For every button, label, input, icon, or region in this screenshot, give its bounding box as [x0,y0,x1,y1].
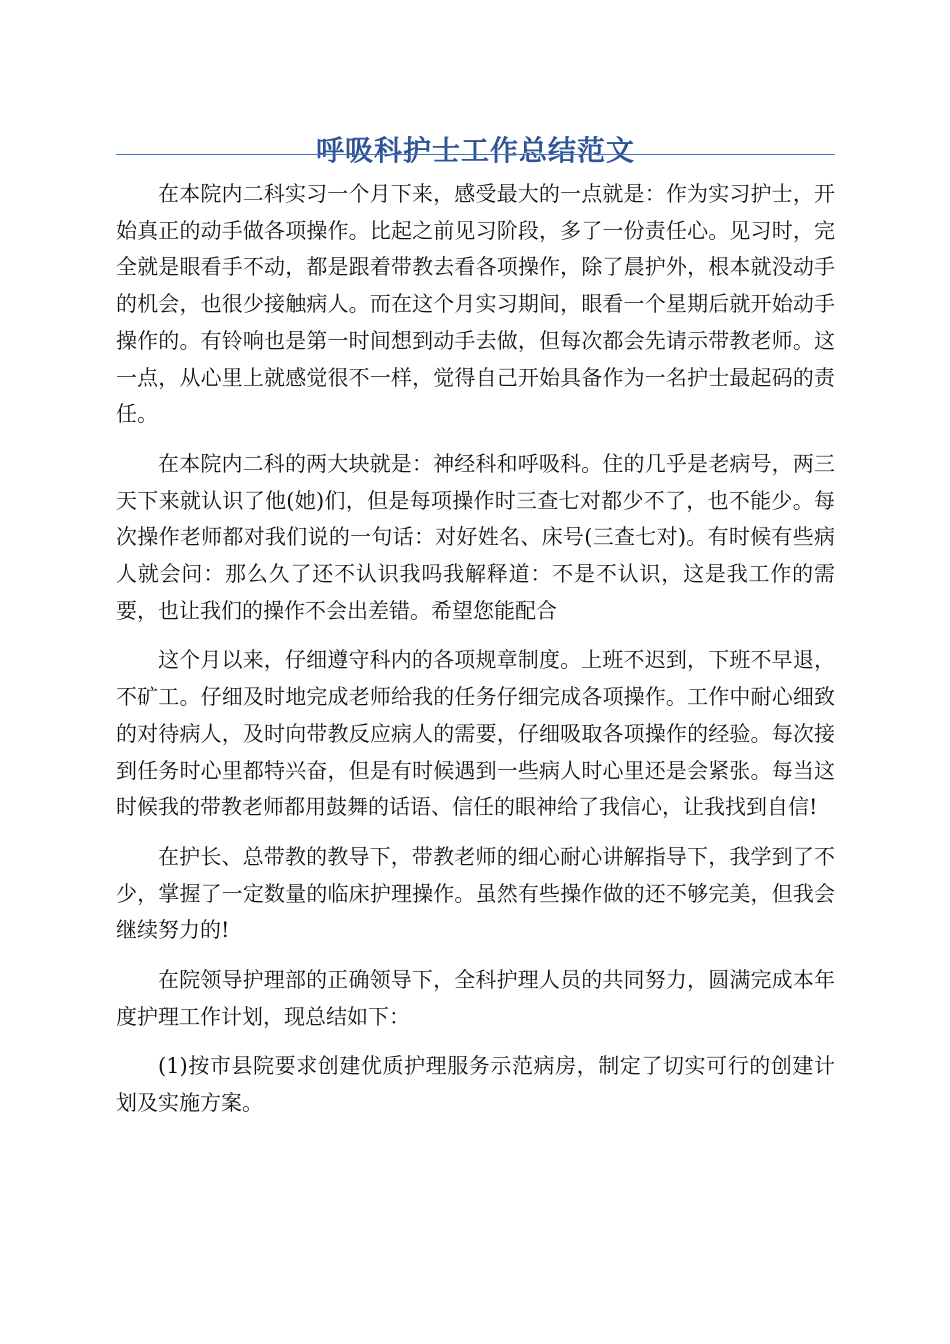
paragraph-4: 在护长、总带教的教导下，带教老师的细心耐心讲解指导下，我学到了不少，掌握了一定数量的临床护理操作。虽然有些操作做的还不够完美，但我会继续努力的! [116,844,835,943]
document-title: 呼吸科护士工作总结范文 [315,133,635,167]
paragraph-1: 在本院内二科实习一个月下来，感受最大的一点就是：作为实习护士，开始真正的动手做各项操作。比起之前见习阶段，多了一份责任心。见习时，完全就是眼看手不动，都是跟着带教去看各项操作，除了晨护外，根本就没动手的机会，也很少接触病人。而在这个月实习期间，眼看一个星期后就开始动手操作的。有铃响也是第一时间想到动手去做，但每次都会先请示带教老师。这一点，从心里上就感觉很不一样，觉得自己开始具备作为一名护士最起码的责任。 [116,182,835,427]
paragraph-6: (1)按市县院要求创建优质护理服务示范病房，制定了切实可行的创建计划及实施方案。 [116,1054,835,1116]
document-body [116,176,835,1135]
paragraph-3: 这个月以来，仔细遵守科内的各项规章制度。上班不迟到，下班不早退，不矿工。仔细及时地完成老师给我的任务仔细完成各项操作。工作中耐心细致的对待病人，及时向带教反应病人的需要，仔细吸取各项操作的经验。每次接到任务时心里都特兴奋，但是有时候遇到一些病人时心里还是会紧张。每当这时候我的带教老师都用鼓舞的话语、信任的眼神给了我信心，让我找到自信! [116,648,835,820]
paragraph-5: 在院领导护理部的正确领导下，全科护理人员的共同努力，圆满完成本年度护理工作计划，现总结如下： [116,968,835,1029]
paragraph-2: 在本院内二科的两大块就是：神经科和呼吸科。住的几乎是老病号，两三天下来就认识了他(她)们，但是每项操作时三查七对都少不了，也不能少。每次操作老师都对我们说的一句话：对好姓名、床号(三查七对)。有时候有些病人就会问：那么久了还不认识我吗我解释道：不是不认识，这是我工作的需要，也让我们的操作不会出差错。希望您能配合 [116,451,835,623]
title-underline [116,154,835,155]
